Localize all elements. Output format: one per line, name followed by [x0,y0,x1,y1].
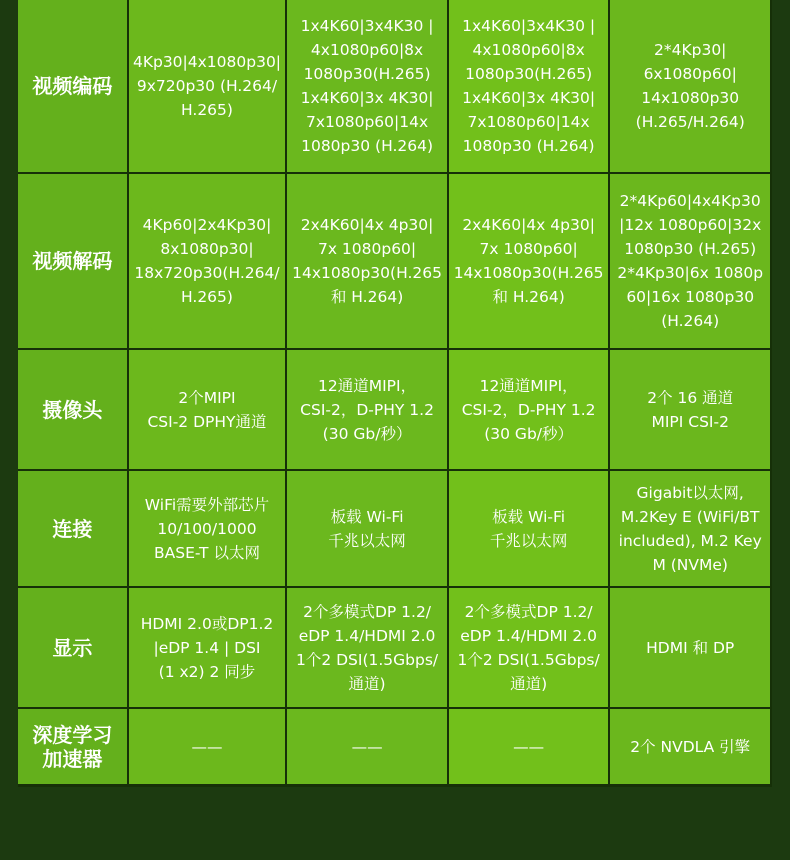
table-cell: 1x4K60|3x4K30 | 4x1080p60|8x 1080p30(H.265) 1x4K60|3x 4K30| 7x1080p60|14x 1080p30 (H.264) [449,0,609,172]
table-cell: 2*4Kp60|4x4Kp30 |12x 1080p60|32x 1080p30 (H.265) 2*4Kp30|6x 1080p 60|16x 1080p30 (H.264) [610,174,770,348]
table-cell: HDMI 2.0或DP1.2 |eDP 1.4 | DSI (1 x2) 2 同步 [129,588,286,707]
table-cell: 4Kp30|4x1080p30| 9x720p30 (H.264/ H.265) [129,0,286,172]
table-cell: 板载 Wi-Fi 千兆以太网 [287,471,447,586]
table-cell: WiFi需要外部芯片 10/100/1000 BASE-T 以太网 [129,471,286,586]
spec-table [16,0,772,786]
table-cell: 2*4Kp30| 6x1080p60| 14x1080p30 (H.265/H.264) [610,0,770,172]
table-cell: 2个多模式DP 1.2/ eDP 1.4/HDMI 2.0 1个2 DSI(1.5Gbps/ 通道) [449,588,609,707]
row-header: 显示 [18,588,127,707]
row-header: 深度学习 加速器 [18,709,127,784]
table-cell: 2x4K60|4x 4p30| 7x 1080p60| 14x1080p30(H.265 和 H.264) [287,174,447,348]
table-cell: 2个 16 通道 MIPI CSI-2 [610,350,770,469]
spec-table-container [18,0,772,787]
table-cell: —— [287,709,447,784]
table-cell: 板载 Wi-Fi 千兆以太网 [449,471,609,586]
table-row-video-decode [18,174,770,348]
table-cell: —— [129,709,286,784]
table-cell: 1x4K60|3x4K30 | 4x1080p60|8x 1080p30(H.265) 1x4K60|3x 4K30| 7x1080p60|14x 1080p30 (H.264) [287,0,447,172]
table-cell: 2个MIPI CSI-2 DPHY通道 [129,350,286,469]
row-header: 视频解码 [18,174,127,348]
table-row-display [18,588,770,707]
table-cell: 2个多模式DP 1.2/ eDP 1.4/HDMI 2.0 1个2 DSI(1.5Gbps/ 通道) [287,588,447,707]
table-cell: HDMI 和 DP [610,588,770,707]
row-header: 连接 [18,471,127,586]
row-header: 视频编码 [18,0,127,172]
table-row-connectivity [18,471,770,586]
table-cell: 12通道MIPI， CSI-2，D-PHY 1.2 (30 Gb/秒） [287,350,447,469]
table-cell: Gigabit以太网, M.2Key E (WiFi/BT included), M.2 Key M (NVMe) [610,471,770,586]
table-cell: 2x4K60|4x 4p30| 7x 1080p60| 14x1080p30(H.265 和 H.264) [449,174,609,348]
table-row-video-encode [18,0,770,172]
table-cell: —— [449,709,609,784]
table-cell: 4Kp60|2x4Kp30| 8x1080p30| 18x720p30(H.264/ H.265) [129,174,286,348]
table-cell: 2个 NVDLA 引擎 [610,709,770,784]
table-cell: 12通道MIPI， CSI-2，D-PHY 1.2 (30 Gb/秒） [449,350,609,469]
row-header: 摄像头 [18,350,127,469]
table-row-dl-accelerator [18,709,770,784]
table-row-camera [18,350,770,469]
